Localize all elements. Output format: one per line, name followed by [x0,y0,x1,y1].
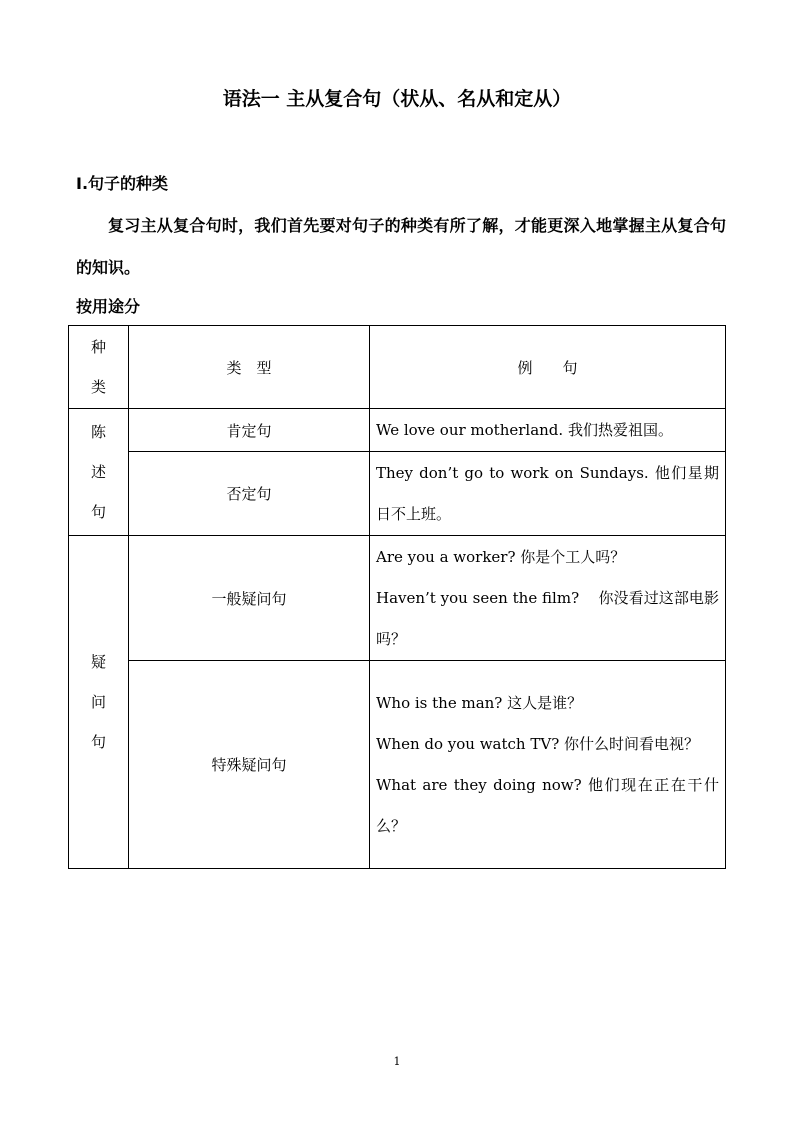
table-row [69,536,726,661]
example-cell [370,661,726,869]
page-title: 语法一 主从复合句（状从、名从和定从） [222,88,572,110]
example-cell [370,452,726,536]
header-example-cell [370,326,726,409]
type-negative: 否定句 [226,485,272,503]
header-type: 类 型 [226,358,272,377]
type-general-question: 一般疑问句 [211,589,287,608]
type-special-question: 特殊疑问句 [211,756,287,774]
table-row [69,409,726,452]
type-cell [129,409,370,452]
example-sentence: When do you watch TV? 你什么时间看电视？ [376,734,700,753]
example-cell [370,536,726,661]
example-sentence: Are you a worker? 你是个工人吗？ [376,547,626,566]
table-row [69,452,726,536]
type-cell [129,452,370,536]
example-sentence: Haven’t you seen the film? 你没看过这部电影吗？ [376,588,719,648]
header-category: 种类 [90,338,106,396]
type-affirmative: 肯定句 [226,421,272,440]
category-cell-interrogative [69,536,129,869]
category-cell-declarative [69,409,129,536]
sentence-types-table [68,325,726,869]
header-example: 例 句 [517,358,578,377]
section-heading: I.句子的种类 [76,174,169,193]
example-sentence: They don’t go to work on Sundays. 他们星期日不上班。 [376,463,719,523]
example-cell [370,409,726,452]
type-cell [129,661,370,869]
example-sentence: Who is the man? 这人是谁？ [376,693,583,712]
table-row [69,661,726,869]
table-header-row [69,326,726,409]
category-declarative: 陈述句 [90,423,106,521]
intro-paragraph: 复习主从复合句时，我们首先要对句子的种类有所了解，才能更深入地掌握主从复合句的知识。 [76,216,726,277]
header-type-cell [129,326,370,409]
subsection-heading: 按用途分 [76,297,141,316]
example-sentence: We love our motherland. 我们热爱祖国。 [376,420,673,439]
type-cell [129,536,370,661]
example-sentence: What are they doing now? 他们现在正在干什么？ [376,775,719,835]
header-category-cell [69,326,129,409]
category-interrogative: 疑问句 [90,653,106,751]
page-number: 1 [393,1055,401,1068]
